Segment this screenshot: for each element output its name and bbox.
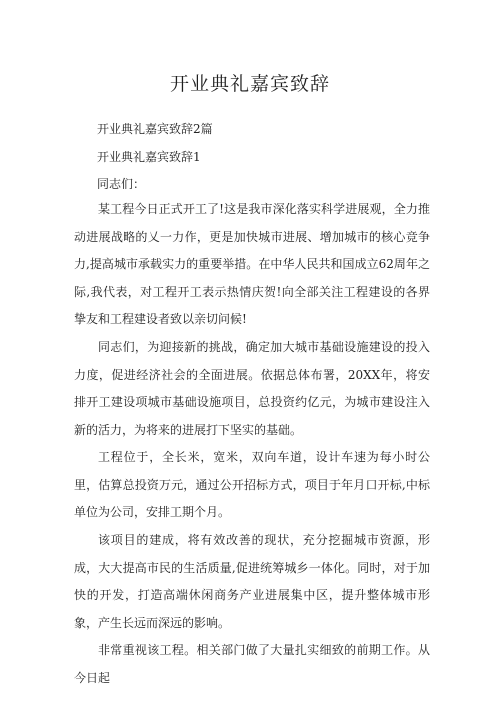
paragraph-3: 工程位于，全长米，宽米，双向车道，设计车速为每小时公里，估算总投资万元，通过公开招标方式，项目于年月口开标,中标单位为公司，安排工期个月。	[74, 450, 430, 519]
paragraph-2: 同志们，为迎接新的挑战，确定加大城市基础设施建设的投入力度，促进经济社会的全面进展。依据总体布署，20XX年，将安排开工建设项城市基础设施项目，总投资约亿元，为城市建设注入新的活力，为将来的进展打下坚实的基础。	[74, 340, 430, 437]
document-title: 开业典礼嘉宾致辞	[169, 73, 330, 95]
section-heading: 开业典礼嘉宾致辞1	[97, 150, 201, 164]
salutation: 同志们：	[97, 177, 146, 191]
paragraph-4: 该项目的建成，将有效改善的现状，充分挖掘城市资源，形成，大大提高市民的生活质量,促进统筹城乡一体化。同时，对于加快的开发，打造高端休闲商务产业进展集中区，提升整体城市形象，产生长远而深远的影响。	[74, 533, 430, 630]
paragraph-1: 某工程今日正式开工了!这是我市深化落实科学进展观，全力推动进展战略的乂一力作，更是加快城市进展、增加城市的核心竞争力,提高城市承载实力的重要举措。在中华人民共和国成立62周年之际,我代表，对工程开工表示热情庆贺!向全部关注工程建设的各界挚友和工程建设者致以亲切问候!	[74, 202, 430, 326]
document-subtitle: 开业典礼嘉宾致辞2篇	[97, 122, 213, 136]
paragraph-5: 非常重视该工程。相关部门做了大量扎实细致的前期工作。从今日起	[74, 643, 430, 685]
